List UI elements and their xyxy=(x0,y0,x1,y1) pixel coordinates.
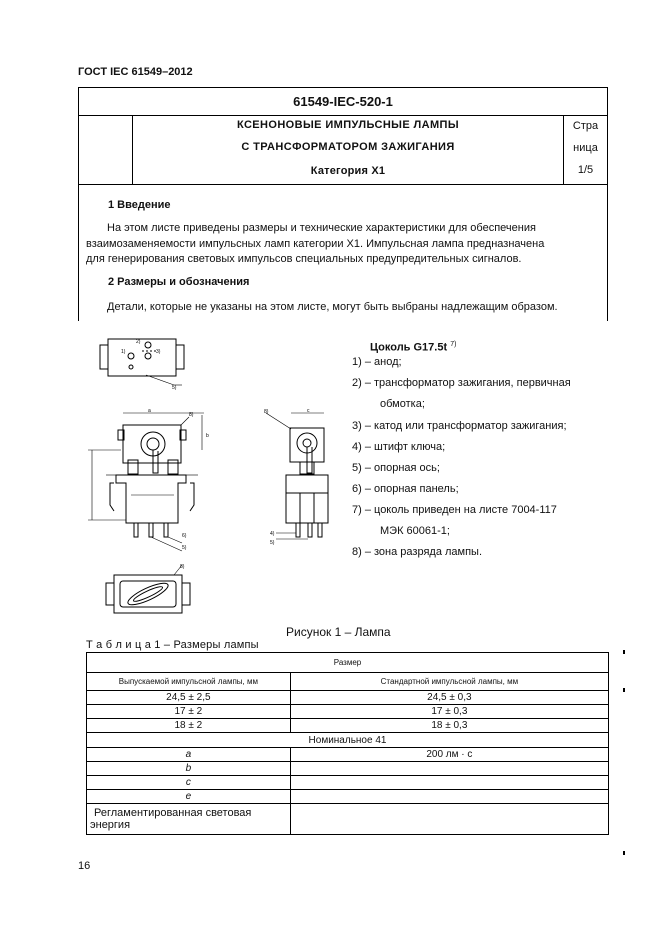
lamp-drawing xyxy=(86,325,348,625)
table-row-nominal xyxy=(87,733,609,748)
legend-title-sup: 7) xyxy=(450,341,457,348)
table-row-energy xyxy=(87,804,609,835)
legend-item: 7) – цоколь приведен на листе 7004-117 xyxy=(352,504,557,516)
sheet-title-line-2: С ТРАНСФОРМАТОРОМ ЗАЖИГАНИЯ xyxy=(241,141,455,153)
table-header-group-row xyxy=(87,653,609,673)
table-cell-energy-label xyxy=(87,804,291,835)
section-1-text-line-1: На этом листе приведены размеры и технические характеристики для обеспечения xyxy=(107,222,536,234)
table-row xyxy=(87,776,609,790)
table-cell: 18 ± 0,3 xyxy=(290,719,608,733)
page-label-2: ница xyxy=(573,142,598,154)
section-1-heading: 1 Введение xyxy=(108,199,171,211)
page-number: 16 xyxy=(78,860,91,872)
legend-item: 1) – анод; xyxy=(352,356,402,368)
table-cell: a xyxy=(87,748,291,762)
legend-item: 2) – трансформатор зажигания, первичная xyxy=(352,377,571,389)
label-b: b xyxy=(206,433,209,439)
table-row xyxy=(87,719,609,733)
label-8-side: 8) xyxy=(264,409,269,415)
figure-caption: Рисунок 1 – Лампа xyxy=(286,625,391,639)
legend-item: 8) – зона разряда лампы. xyxy=(352,546,483,558)
table-cell: 18 ± 2 xyxy=(87,719,291,733)
legend-item: 6) – опорная панель; xyxy=(352,483,459,495)
table-col1-header: Выпускаемой импульсной лампы, мм xyxy=(87,673,291,691)
label-c: c xyxy=(307,408,310,414)
legend-title xyxy=(370,341,456,354)
sheet-title-line-1: КСЕНОНОВЫЕ ИМПУЛЬСНЫЕ ЛАМПЫ xyxy=(236,119,460,131)
table-cell xyxy=(290,776,608,790)
legend-item: 3) – катод или трансформатор зажигания; xyxy=(352,420,567,432)
label-1: 1) xyxy=(121,349,126,355)
table-row xyxy=(87,762,609,776)
table-row xyxy=(87,705,609,719)
legend-title-text: Цоколь G17.5t xyxy=(370,341,448,354)
table-cell-nominal: Номинальное 41 xyxy=(87,733,609,748)
label-a: a xyxy=(148,408,151,414)
table-header-group: Размер xyxy=(87,653,609,673)
label-8-front: 8) xyxy=(189,412,194,418)
lamp-top-view xyxy=(100,339,184,391)
table-cell: c xyxy=(87,776,291,790)
table-cell: 24,5 ± 2,5 xyxy=(87,691,291,705)
legend-item: обмотка; xyxy=(380,398,425,410)
margin-mark xyxy=(623,688,625,692)
table-cell xyxy=(290,804,608,835)
section-1-text-line-2: взаимозаменяемости импульсных ламп категории X1. Импульсная лампа предназначена xyxy=(86,238,545,250)
sheet-number: 61549-IEC-520-1 xyxy=(78,87,608,116)
table-cell: e xyxy=(87,790,291,804)
label-4-side: 4) xyxy=(270,531,275,537)
label-6-front: 6) xyxy=(182,533,187,539)
margin-mark xyxy=(623,851,625,855)
lamp-front-view xyxy=(88,408,209,551)
energy-label-line-1: Регламентированная световая xyxy=(94,807,252,819)
table-col2-header: Стандартной импульсной лампы, мм xyxy=(290,673,608,691)
title-left-cell xyxy=(78,116,133,185)
label-5: 5) xyxy=(172,385,177,391)
lamp-side-view xyxy=(264,408,328,546)
table-title: Т а б л и ц а 1 – Размеры лампы xyxy=(86,639,259,651)
section-1-text-line-3: для генерирования световых импульсов специальных предупредительных сигналов. xyxy=(86,253,522,265)
page-label-1: Стра xyxy=(572,120,599,132)
label-3: 3) xyxy=(156,349,161,355)
table-header-row xyxy=(87,673,609,691)
sheet-category: Категория X1 xyxy=(310,165,386,177)
table-cell xyxy=(290,790,608,804)
section-2-text: Детали, которые не указаны на этом листе, могут быть выбраны надлежащим образом. xyxy=(107,301,558,313)
table-cell: 17 ± 0,3 xyxy=(290,705,608,719)
section-2-heading: 2 Размеры и обозначения xyxy=(108,276,250,288)
table-cell: 17 ± 2 xyxy=(87,705,291,719)
label-8-bottom: 8) xyxy=(180,564,185,570)
energy-label-line-2: энергия xyxy=(90,819,131,831)
legend-item: 4) – штифт ключа; xyxy=(352,441,446,453)
table-row xyxy=(87,790,609,804)
table-row xyxy=(87,691,609,705)
legend-item: 5) – опорная ось; xyxy=(352,462,440,474)
dimensions-table xyxy=(86,652,609,835)
table-cell: 200 лм · с xyxy=(290,748,608,762)
label-5-front: 5) xyxy=(182,545,187,551)
table-row xyxy=(87,748,609,762)
label-2: 2) xyxy=(136,339,141,345)
lamp-bottom-view xyxy=(106,564,190,613)
label-5-side: 5) xyxy=(270,540,275,546)
standard-code: ГОСТ IEC 61549–2012 xyxy=(78,66,193,78)
table-cell: b xyxy=(87,762,291,776)
margin-mark xyxy=(623,650,625,654)
legend-item: МЭК 60061-1; xyxy=(380,525,450,537)
table-cell xyxy=(290,762,608,776)
table-cell: 24,5 ± 0,3 xyxy=(290,691,608,705)
page-value: 1/5 xyxy=(577,164,594,176)
